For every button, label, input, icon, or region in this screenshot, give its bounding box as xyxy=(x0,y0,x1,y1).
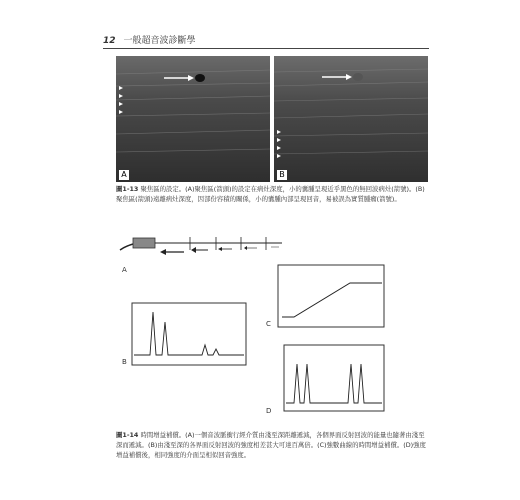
diagram-b-echo-amplitude xyxy=(132,303,246,365)
panel-label-b: B xyxy=(277,170,287,180)
diagram-label-d: D xyxy=(266,407,272,415)
figure-14-number: 圖1-14 xyxy=(116,431,139,439)
figure-14-text: 時間增益補償。(A)一個音波脈衝行經介質由淺至深距離遞減，各個界面反射回波的能量也隨著由淺至深而遞減。(B)由淺至深的各界面反射回波的強度相差甚大可達百萬倍。(C)強數曲線的時間增益補償。(D)強度增益補償後，相同強度的介面呈相似回音強度。 xyxy=(116,431,426,459)
figure-14-caption xyxy=(116,430,428,460)
running-title: 一般超音波診斷學 xyxy=(123,36,196,46)
diagram-label-c: C xyxy=(266,320,271,328)
panel-label-a: A xyxy=(119,170,129,180)
diagram-a-transducer xyxy=(120,237,282,255)
diagram-label-a: A xyxy=(122,266,127,274)
figure-13-text: 聚焦區的設定。(A)聚焦區(箭頭)的設定在病灶深度，小的囊腫呈現近乎黑色的無回波病灶(箭號)。(B)聚焦區(箭頭)遠離病灶深度，因部份容積的關係，小的囊腫內部呈現回音，易被誤為實質腫瘤(箭號)。 xyxy=(116,185,425,203)
diagram-label-b: B xyxy=(122,358,127,366)
page-number: 12 xyxy=(103,36,116,46)
figure-13-number: 圖1-13 xyxy=(116,185,139,193)
diagram-d-compensated-echoes xyxy=(284,345,384,411)
diagram-c-tgc-curve xyxy=(278,265,384,327)
